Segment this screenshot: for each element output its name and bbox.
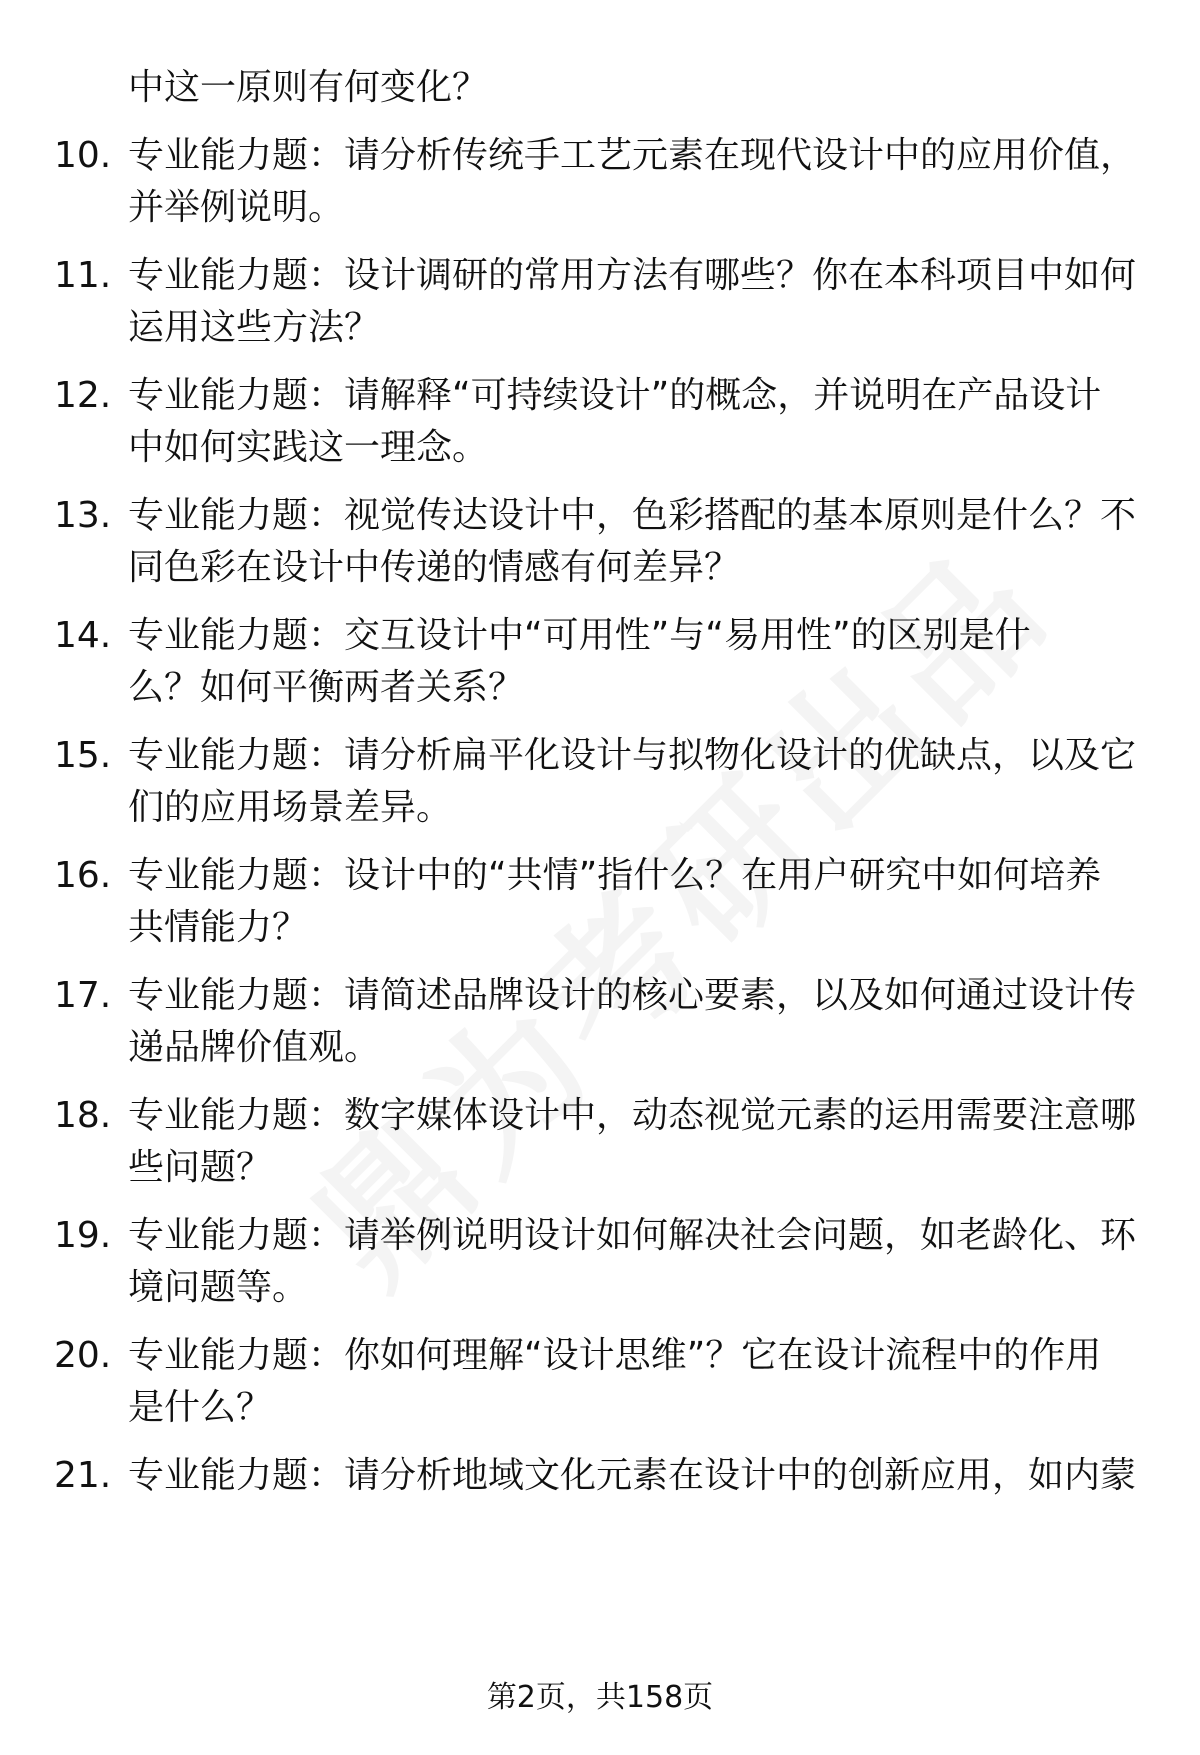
question-text-line1: 专业能力题：请解释“可持续设计”的概念，并说明在产品设计 [128,375,1102,416]
question-number: 10. [54,135,112,176]
question-item [0,850,1200,954]
question-item [0,1090,1200,1194]
question-text-line2: 共情能力？ [128,907,309,948]
question-number: 12. [54,375,112,416]
question-text-line2: 同色彩在设计中传递的情感有何差异？ [128,547,741,588]
question-number: 18. [54,1095,112,1136]
question-text-line1: 专业能力题：你如何理解“设计思维”？它在设计流程中的作用 [128,1335,1102,1376]
question-text-line2: 境问题等。 [128,1267,309,1308]
question-item [0,730,1200,834]
question-item [0,130,1200,234]
question-number: 21. [54,1455,112,1496]
question-number: 15. [54,735,112,776]
question-number: 13. [54,495,112,536]
question-item [0,970,1200,1074]
question-text-line1: 专业能力题：请分析扁平化设计与拟物化设计的优缺点，以及它 [128,735,1137,776]
question-item [0,250,1200,354]
question-item [0,1330,1200,1434]
question-text-line1: 专业能力题：请简述品牌设计的核心要素，以及如何通过设计传 [128,975,1137,1016]
page-footer: 第2页，共158页 [486,1680,714,1715]
question-number: 14. [54,615,112,656]
question-text-line1: 专业能力题：设计调研的常用方法有哪些？你在本科项目中如何 [128,255,1137,296]
question-text-line1: 专业能力题：设计中的“共情”指什么？在用户研究中如何培养 [128,855,1102,896]
question-text-line1: 专业能力题：数字媒体设计中，动态视觉元素的运用需要注意哪 [128,1095,1137,1136]
question-text-line1: 专业能力题：请分析地域文化元素在设计中的创新应用，如内蒙 [128,1455,1137,1496]
question-item [0,1210,1200,1314]
question-number: 19. [54,1215,112,1256]
question-text-line1: 专业能力题：视觉传达设计中，色彩搭配的基本原则是什么？不 [128,495,1137,536]
question-item [0,610,1200,714]
question-item [0,1450,1200,1554]
question-text-line2: 并举例说明。 [128,187,345,228]
question-text-line1: 专业能力题：请分析传统手工艺元素在现代设计中的应用价值， [128,135,1137,176]
question-number: 17. [54,975,112,1016]
question-item [0,370,1200,474]
question-number: 16. [54,855,112,896]
question-text-line2: 运用这些方法？ [128,307,381,348]
question-text-line2: 中如何实践这一理念。 [128,427,489,468]
question-item [0,490,1200,594]
question-text-line2: 些问题？ [128,1147,273,1188]
question-text-line2: 是什么？ [128,1387,273,1428]
question-number: 11. [54,255,112,296]
question-number: 20. [54,1335,112,1376]
continuation-line: 中这一原则有何变化？ [128,67,489,108]
question-text-line2: 递品牌价值观。 [128,1027,381,1068]
question-text-line1: 专业能力题：请举例说明设计如何解决社会问题，如老龄化、环 [128,1215,1137,1256]
question-text-line2: 么？如何平衡两者关系？ [128,667,525,708]
question-text-line2: 们的应用场景差异。 [128,787,453,828]
question-text-line1: 专业能力题：交互设计中“可用性”与“易用性”的区别是什 [128,615,1031,656]
